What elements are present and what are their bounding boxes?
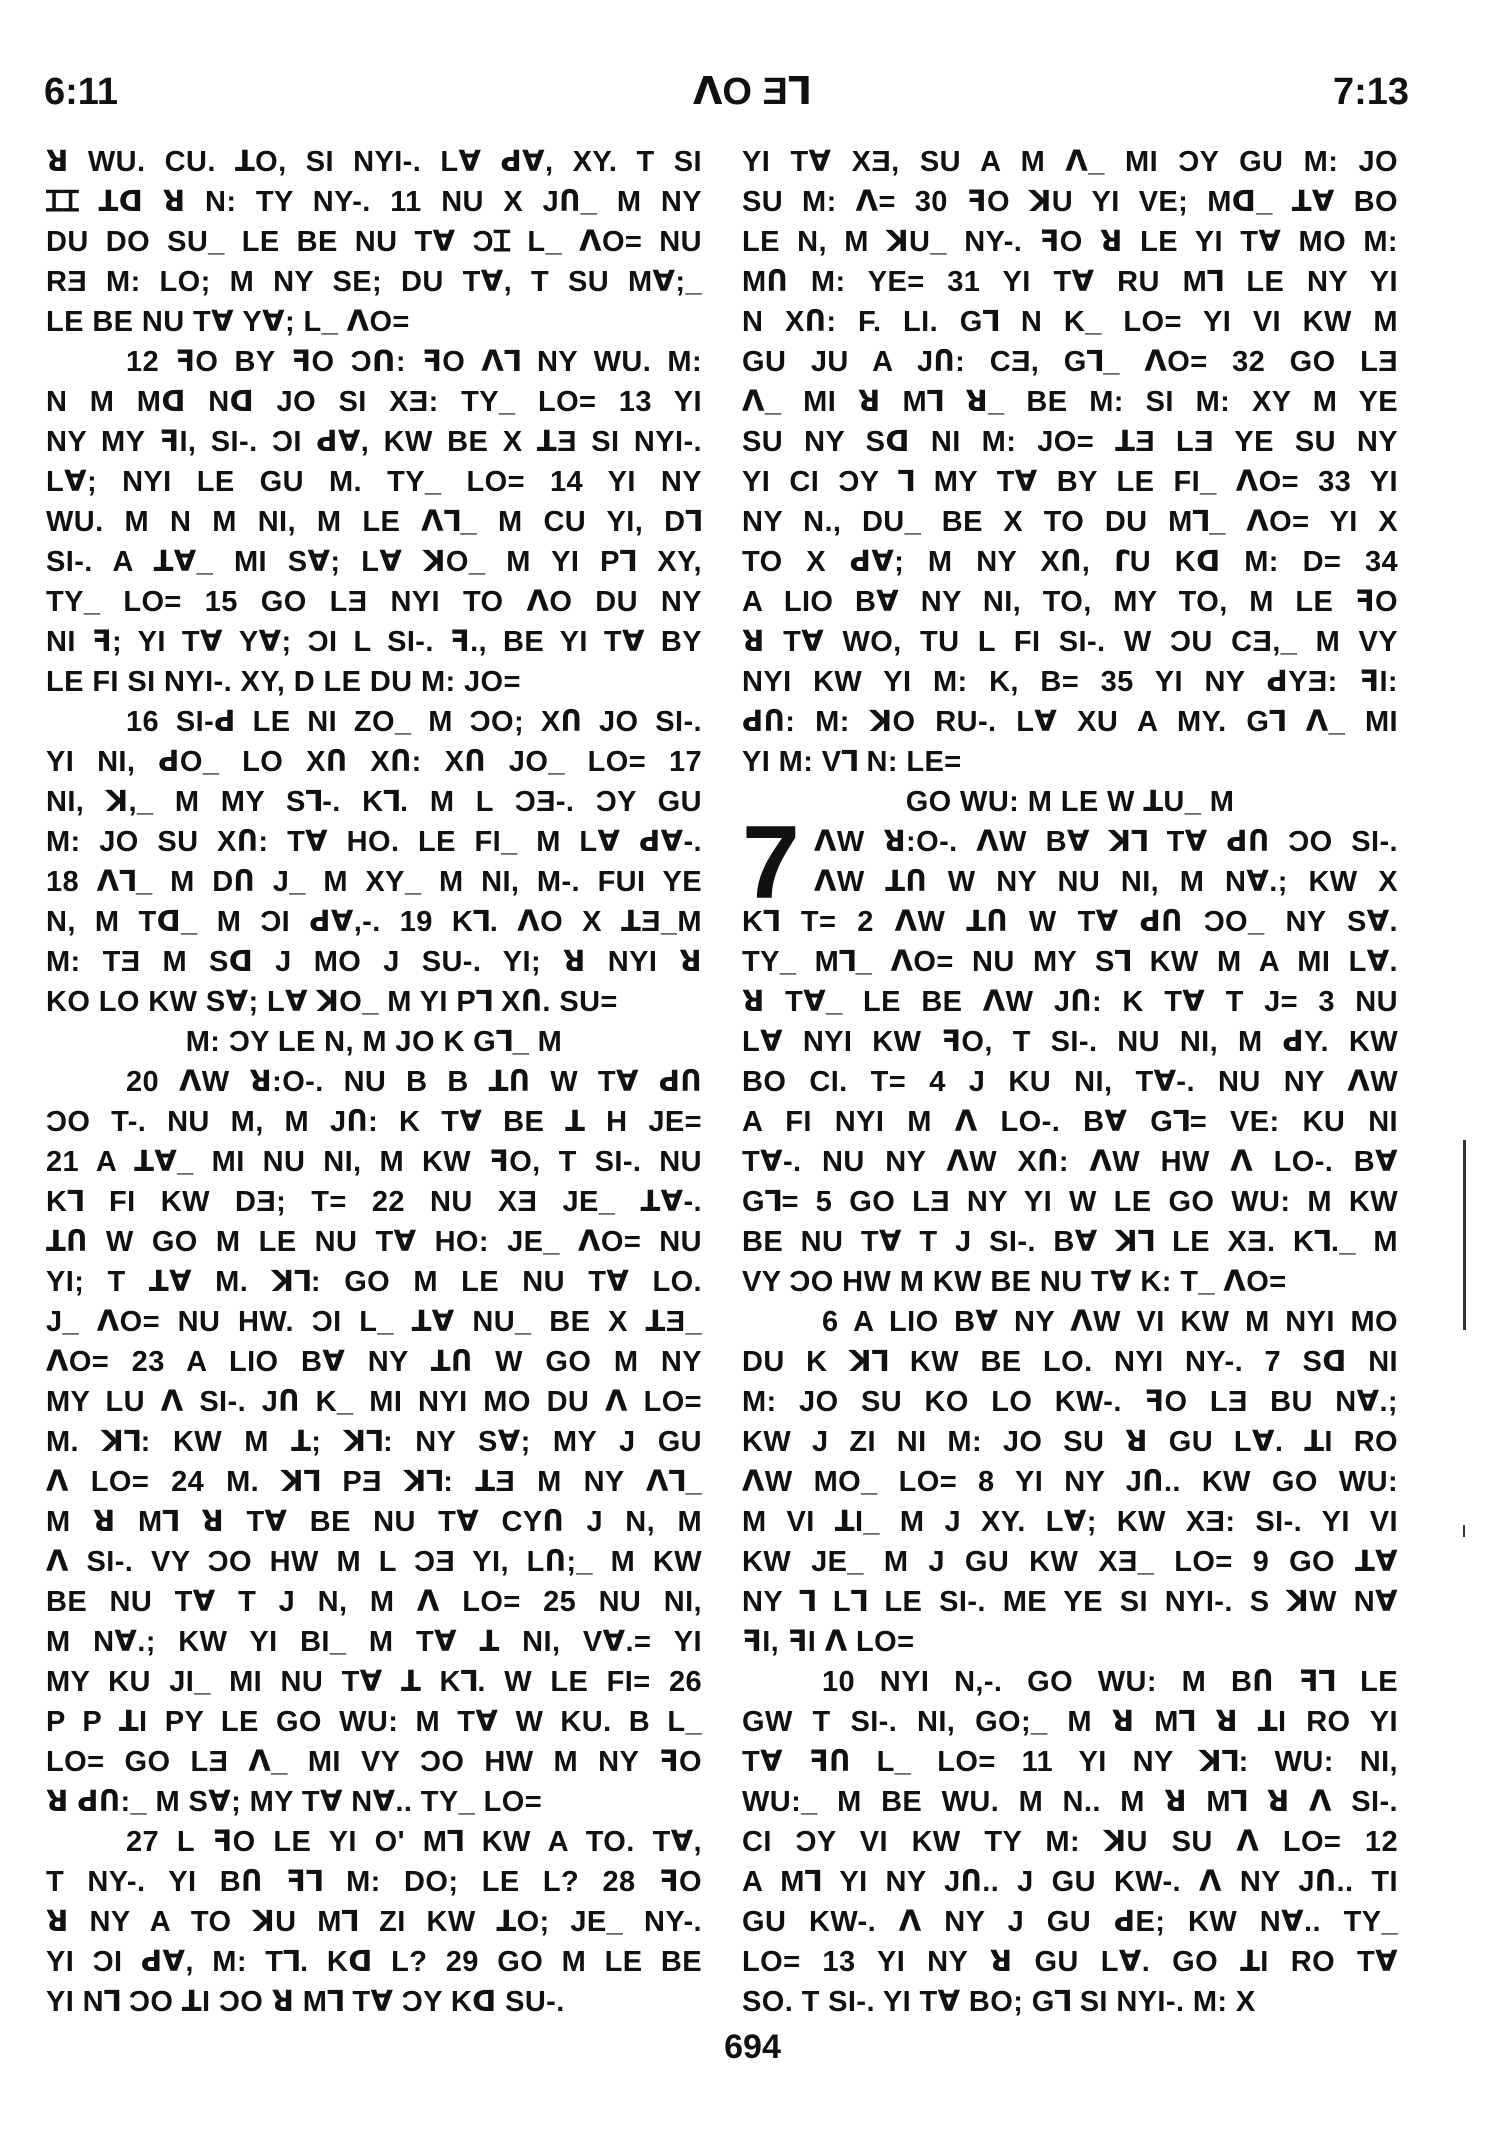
header-verse-start: 6:11	[44, 71, 118, 113]
text-line: MY LU ᐱ SI-. JՈ K_ MI NYI MO DU ᐱ LO=	[46, 1386, 702, 1418]
text-line: ᐱW MO_ LO= 8 YI NY JՈ.. KW GO WU:	[742, 1466, 1398, 1498]
text-line: KO LO KW Sꓯ; Lꓯ ꓘO_ M YI Pꓶ XՈ. SU=	[46, 986, 618, 1018]
text-line: 6 A LIO Bꓯ NY ᐱW VI KW M NYI MO	[822, 1306, 1398, 1338]
chapter-number-dropcap: 7	[742, 805, 800, 921]
text-line: BO CI. T= 4 J KU NI, Tꓯ-. NU NY ᐱW	[742, 1066, 1398, 1098]
text-line: ᐱO= 23 A LIO Bꓯ NY ꓕՈ W GO M NY	[46, 1346, 702, 1378]
text-line: M ꓤ Mꓶ ꓤ Tꓯ BE NU Tꓯ CYՈ J N, M	[46, 1506, 702, 1538]
text-line: 16 SI-ꓒ LE NI ZO_ M ƆO; XՈ JO SI-.	[126, 706, 702, 738]
text-line: M: JO SU KO LO KW-. ꟻO LƎ BU Nꓯ.;	[742, 1386, 1398, 1418]
text-line: GU JU A JՈ: CƎ, Gꓶ_ ᐱO= 32 GO LƎ	[742, 346, 1398, 378]
text-line: ᐱ_ MI ꓤ Mꓶ ꓤ_ BE M: SI M: XY M YE	[742, 386, 1398, 418]
text-line: LE FI SI NYI-. XY, D LE DU M: JO=	[46, 666, 521, 698]
section-heading: GO WU: M LE W ꓕU_ M	[905, 786, 1235, 818]
text-line: Kꓶ FI KW DƎ; T= 22 NU XƎ JE_ ꓕꓯ-.	[46, 1186, 702, 1218]
text-line: ꞮꞮ ꓕꓷ ꓤ N: TY NY-. 11 NU X JՈ_ M NY	[46, 186, 702, 218]
text-line: LO= GO LƎ ᐱ_ MI VY ƆO HW M NY ꟻO	[46, 1746, 702, 1778]
text-line: LE N, M ꓘU_ NY-. ꟻO ꓤ LE YI Tꓯ MO M:	[742, 226, 1398, 258]
text-line: YI Tꓯ XƎ, SU A M ᐱ_ MI ƆY GU M: JO	[742, 146, 1398, 178]
text-line: Kꓶ T= 2 ᐱW ꓕՈ W Tꓯ ꓒՈ ƆO_ NY Sꓯ.	[742, 906, 1398, 938]
text-line: N M Mꓷ Nꓷ JO SI XƎ: TY_ LO= 13 YI	[46, 386, 702, 418]
text-line: VY ƆO HW M KW BE NU Tꓯ K: T_ ᐱO=	[742, 1266, 1287, 1298]
text-line: MՈ M: YE= 31 YI Tꓯ RU Mꓶ LE NY YI	[742, 266, 1398, 298]
text-line: Tꓯ-. NU NY ᐱW XՈ: ᐱW HW ᐱ LO-. Bꓯ	[742, 1146, 1398, 1178]
text-line: RƎ M: LO; M NY SE; DU Tꓯ, T SU Mꓯ;_	[46, 266, 702, 298]
right-text-column	[742, 142, 1398, 2022]
text-line: ᐱW ꓕՈ W NY NU NI, M Nꓯ.; KW X	[814, 866, 1398, 898]
text-line: 18 ᐱꓶ_ M DՈ J_ M XY_ M NI, M-. FUI YE	[46, 866, 702, 898]
text-line: LO= 13 YI NY ꓤ GU Lꓯ. GO ꓕI RO Tꓯ	[742, 1946, 1398, 1978]
text-line: SO. T SI-. YI Tꓯ BO; Gꓶ SI NYI-. M: X	[742, 1986, 1256, 2018]
text-line: GU KW-. ᐱ NY J GU ꓒE; KW Nꓯ.. TY_	[742, 1906, 1398, 1938]
text-line: NY ꓶ Lꓶ LE SI-. ME YE SI NYI-. S ꓘW Nꓯ	[742, 1586, 1398, 1618]
text-line: GW T SI-. NI, GO;_ M ꓤ Mꓶ ꓤ ꓕI RO YI	[742, 1706, 1398, 1738]
text-line: NI ꟻ; YI Tꓯ Yꓯ; ƆI L SI-. ꟻ., BE YI Tꓯ BY	[46, 626, 702, 658]
text-line: MY KU JI_ MI NU Tꓯ ꓕ Kꓶ. W LE FI= 26	[46, 1666, 702, 1698]
text-line: ꓕՈ W GO M LE NU Tꓯ HO: JE_ ᐱO= NU	[46, 1226, 702, 1258]
text-line: ᐱ SI-. VY ƆO HW M L ƆƎ YI, LՈ;_ M KW	[46, 1546, 702, 1578]
text-line: M. ꓘꓶ: KW M ꓕ; ꓘꓶ: NY Sꓯ; MY J GU	[46, 1426, 702, 1458]
text-line: M: JO SU XՈ: Tꓯ HO. LE FI_ M Lꓯ ꓒꓯ-.	[46, 826, 702, 858]
text-line: ᐱ LO= 24 M. ꓘꓶ PƎ ꓘꓶ: ꓕƎ M NY ᐱꓶ_	[46, 1466, 702, 1498]
running-header	[0, 0, 1505, 130]
text-line: A Mꓶ YI NY JՈ.. J GU KW-. ᐱ NY JՈ.. TI	[742, 1866, 1398, 1898]
text-line: T NY-. YI BՈ ꟻꓶ M: DO; LE L? 28 ꟻO	[46, 1866, 702, 1898]
text-line: SU NY Sꓷ NI M: JO= ꓕƎ LƎ YE SU NY	[742, 426, 1398, 458]
text-line: ꓤ NY A TO ꓘU Mꓶ ZI KW ꓕO; JE_ NY-.	[46, 1906, 702, 1938]
text-line: YI Nꓶ ƆO ꓕI ƆO ꓤ Mꓶ Tꓯ ƆY Kꓷ SU-.	[46, 1986, 565, 2018]
text-line: ꓤ ꓒՈ:_ M Sꓯ; MY Tꓯ Nꓯ.. TY_ LO=	[46, 1786, 543, 1818]
text-line: YI ƆI ꓒꓯ, M: Tꓶ. Kꓷ L? 29 GO M LE BE	[46, 1946, 702, 1978]
text-line: BE NU Tꓯ T J N, M ᐱ LO= 25 NU NI,	[46, 1586, 702, 1618]
text-line: 27 L ꟻO LE YI O' Mꓶ KW A TO. Tꓯ,	[126, 1826, 702, 1858]
text-line: DU DO SU_ LE BE NU Tꓯ ƆꞮ L_ ᐱO= NU	[46, 226, 702, 258]
text-line: NY N., DU_ BE X TO DU Mꓶ_ ᐱO= YI X	[742, 506, 1398, 538]
margin-mark	[1463, 1140, 1466, 1330]
text-line: KW JE_ M J GU KW XƎ_ LO= 9 GO ꓕꓯ	[742, 1546, 1398, 1578]
text-line: M: TƎ M Sꓷ J MO J SU-. YI; ꓤ NYI ꓤ	[46, 946, 702, 978]
text-line: 10 NYI N,-. GO WU: M BՈ ꟻꓶ LE	[822, 1666, 1398, 1698]
text-line: ƆO T-. NU M, M JՈ: K Tꓯ BE ꓕ H JE=	[46, 1106, 702, 1138]
section-heading: M: ƆY LE N, M JO K Gꓶ_ M	[185, 1026, 563, 1058]
text-line: BE NU Tꓯ T J SI-. Bꓯ ꓘꓶ LE XƎ. Kꓶ._ M	[742, 1226, 1398, 1258]
text-line: ꓤ Tꓯ WO, TU L FI SI-. W ƆU CƎ,_ M VY	[742, 626, 1398, 658]
text-line: Tꓯ ꟻՈ L_ LO= 11 YI NY ꓘꓶ: WU: NI,	[742, 1746, 1398, 1778]
text-line: M Nꓯ.; KW YI BI_ M Tꓯ ꓕ NI, Vꓯ.= YI	[46, 1626, 702, 1658]
header-verse-end: 7:13	[1332, 71, 1409, 113]
left-text-column	[46, 142, 702, 2022]
text-line: ꓒՈ: M: ꓘO RU-. Lꓯ XU A MY. Gꓶ ᐱ_ MI	[742, 706, 1398, 738]
text-line: A LIO Bꓯ NY NI, TO, MY TO, M LE ꟻO	[742, 586, 1398, 618]
text-line: J_ ᐱO= NU HW. ƆI L_ ꓕꓯ NU_ BE X ꓕƎ_	[46, 1306, 702, 1338]
header-book-title: ᐱO ƎꞀ	[692, 71, 813, 113]
text-line: ꟻI, ꟻI ᐱ LO=	[742, 1626, 915, 1658]
margin-mark	[1463, 1525, 1465, 1537]
text-line: ᐱW ꓤ:O-. ᐱW Bꓯ ꓘꓶ Tꓯ ꓒՈ ƆO SI-.	[814, 826, 1398, 858]
text-line: DU K ꓘꓶ KW BE LO. NYI NY-. 7 Sꓷ NI	[742, 1346, 1398, 1378]
text-line: ꓤ WU. CU. ꓕO, SI NYI-. Lꓯ ꓒꓯ, XY. T SI	[46, 146, 702, 178]
text-line: 21 A ꓕꓯ_ MI NU NI, M KW ꟻO, T SI-. NU	[46, 1146, 702, 1178]
text-line: YI CI ƆY ꓶ MY Tꓯ BY LE FI_ ᐱO= 33 YI	[742, 466, 1398, 498]
page-number: 694	[724, 2028, 781, 2066]
text-line: N, M Tꓷ_ M ƆI ꓒꓯ,-. 19 Kꓶ. ᐱO X ꓕƎ_M	[46, 906, 702, 938]
text-line: WU. M N M NI, M LE ᐱꓶ_ M CU YI, Dꓶ	[46, 506, 702, 538]
text-line: A FI NYI M ᐱ LO-. Bꓯ Gꓶ= VE: KU NI	[742, 1106, 1398, 1138]
text-line: NYI KW YI M: K, B= 35 YI NY ꓒYƎ: ꟻI:	[742, 666, 1398, 698]
text-line: LE BE NU Tꓯ Yꓯ; L_ ᐱO=	[46, 306, 410, 338]
text-line: YI; T ꓕꓯ M. ꓘꓶ: GO M LE NU Tꓯ LO.	[46, 1266, 702, 1298]
text-line: NY MY ꟻI, SI-. ƆI ꓒꓯ, KW BE X ꓕƎ SI NYI-.	[46, 426, 702, 458]
text-line: M VI ꓕI_ M J XY. Lꓯ; KW XƎ: SI-. YI VI	[742, 1506, 1398, 1538]
text-line: YI M: Vꓶ N: LE=	[742, 746, 962, 778]
text-line: 20 ᐱW ꓤ:O-. NU B B ꓕՈ W Tꓯ ꓒՈ	[126, 1066, 702, 1098]
text-line: Lꓯ; NYI LE GU M. TY_ LO= 14 YI NY	[46, 466, 702, 498]
text-line: TO X ꓒꓯ; M NY XՈ, ꓩU Kꓷ M: D= 34	[742, 546, 1398, 578]
text-line: Lꓯ NYI KW ꟻO, T SI-. NU NI, M ꓒY. KW	[742, 1026, 1398, 1058]
text-line: 12 ꟻO BY ꟻO Ɔꓵ: ꟻO ᐱꓶ NY WU. M:	[126, 346, 702, 378]
text-line: Gꓶ= 5 GO LƎ NY YI W LE GO WU: M KW	[742, 1186, 1398, 1218]
text-line: SU M: ᐱ= 30 ꟻO ꓘU YI VE; Mꓷ_ ꓕꓯ BO	[742, 186, 1398, 218]
text-line: TY_ LO= 15 GO LƎ NYI TO ᐱO DU NY	[46, 586, 702, 618]
text-line: YI NI, ꓒO_ LO XՈ XՈ: XՈ JO_ LO= 17	[46, 746, 702, 778]
text-line: P P ꓕI PY LE GO WU: M Tꓯ W KU. B L_	[46, 1706, 702, 1738]
text-line: WU:_ M BE WU. M N.. M ꓤ Mꓶ ꓤ ᐱ SI-.	[742, 1786, 1398, 1818]
text-line: CI ƆY VI KW TY M: ꓘU SU ᐱ LO= 12	[742, 1826, 1398, 1858]
text-line: NI, ꓘ,_ M MY Sꓶ-. Kꓶ. M L ƆƎ-. ƆY GU	[46, 786, 702, 818]
text-line: KW J ZI NI M: JO SU ꓤ GU Lꓯ. ꓕI RO	[742, 1426, 1398, 1458]
text-line: TY_ Mꓶ_ ᐱO= NU MY Sꓶ KW M A MI Lꓯ.	[742, 946, 1398, 978]
text-line: ꓤ Tꓯ_ LE BE ᐱW JՈ: K Tꓯ T J= 3 NU	[742, 986, 1398, 1018]
text-line: SI-. A ꓕꓯ_ MI Sꓯ; Lꓯ ꓘO_ M YI Pꓶ XY,	[46, 546, 702, 578]
text-line: N XՈ: F. LI. Gꓶ N K_ LO= YI VI KW M	[742, 306, 1398, 338]
